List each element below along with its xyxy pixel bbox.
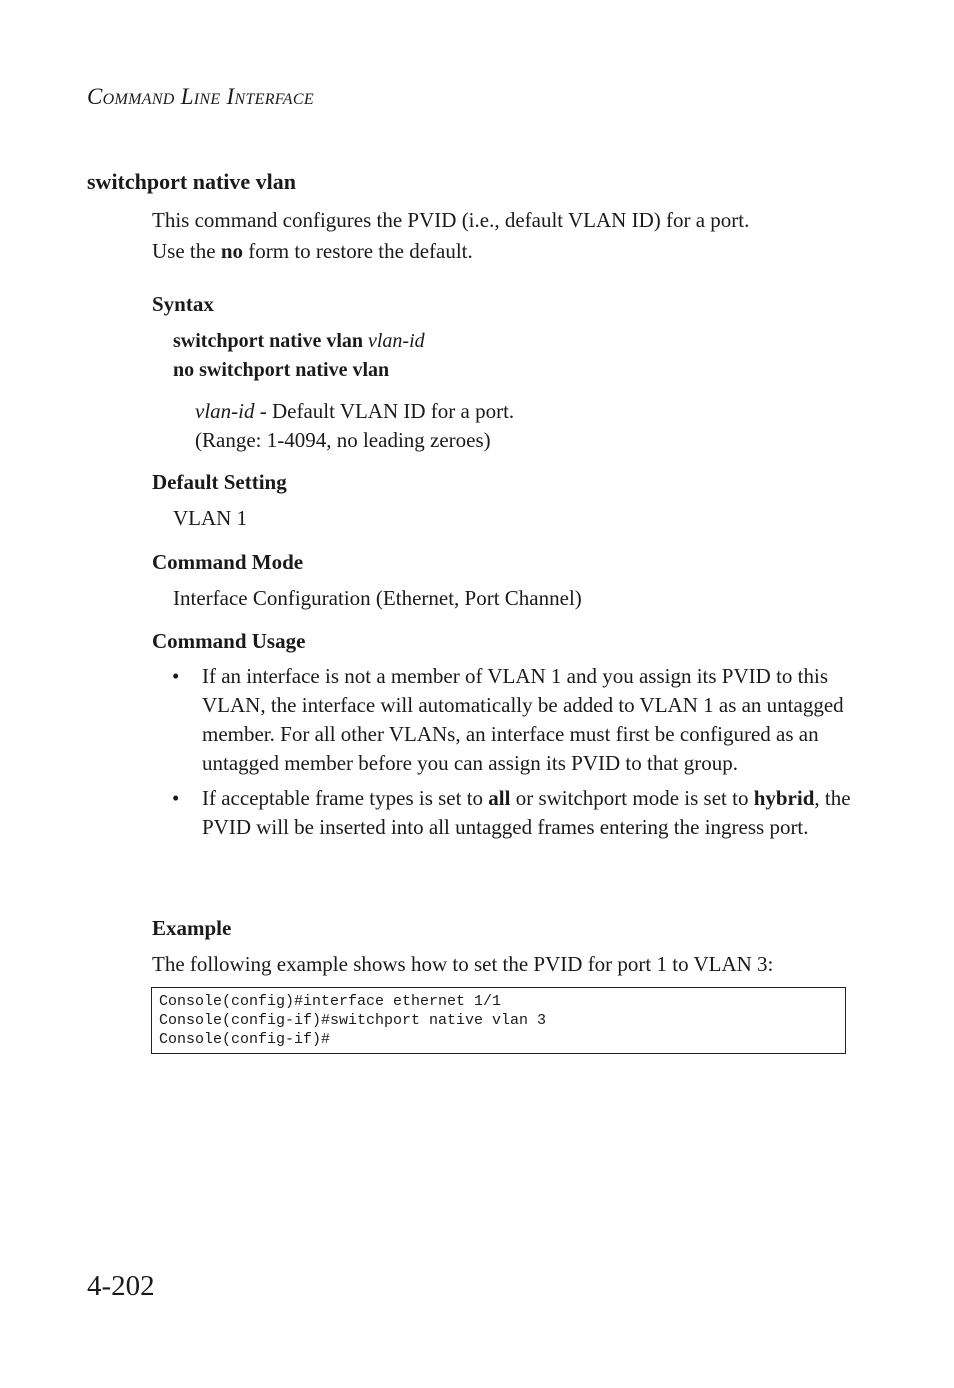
intro-no-keyword: no xyxy=(220,239,244,263)
command-usage-heading: Command Usage xyxy=(152,629,306,653)
list-item xyxy=(172,662,862,778)
syntax-param-description xyxy=(195,397,514,455)
syntax-heading: Syntax xyxy=(152,292,214,316)
syntax-command-1 xyxy=(173,327,425,356)
bullet-text-mid: or switchport mode is set to xyxy=(510,786,754,810)
code-line: Console(config)#interface ethernet 1/1 xyxy=(159,993,502,1010)
syntax-command-1-keywords: switchport native vlan xyxy=(173,330,363,352)
keyword-hybrid: hybrid xyxy=(753,786,815,810)
list-item xyxy=(172,784,862,842)
default-setting-heading: Default Setting xyxy=(152,470,287,494)
intro-line-2-pre: Use the xyxy=(152,239,221,263)
command-title: switchport native vlan xyxy=(87,169,296,194)
page-number: 4-202 xyxy=(87,1270,155,1302)
command-usage-list xyxy=(172,662,862,848)
default-setting-value: VLAN 1 xyxy=(173,506,248,530)
syntax-command-1-param: vlan-id xyxy=(368,330,425,352)
code-line: Console(config-if)#switchport native vlan 3 xyxy=(159,1012,547,1029)
syntax-command-2: no switchport native vlan xyxy=(173,359,390,381)
bullet-text: If an interface is not a member of VLAN 1 and you assign its PVID to this VLAN, the interface will automatically be added to VLAN 1 as an untagged member. For all other VLANs, an interface must first be configured as an untagged member before you can assign its PVID to that group. xyxy=(202,664,844,775)
bullet-marker: • xyxy=(172,664,180,688)
param-name: vlan-id xyxy=(195,399,255,423)
bullet-text-pre: If acceptable frame types is set to xyxy=(202,786,489,810)
bullet-text-post: , the PVID will be inserted into all untagged frames entering the ingress port. xyxy=(202,786,851,839)
param-line xyxy=(195,397,514,426)
example-heading: Example xyxy=(152,916,232,940)
intro-line-1: This command configures the PVID (i.e., default VLAN ID) for a port. xyxy=(152,208,750,232)
command-mode-heading: Command Mode xyxy=(152,550,304,574)
code-example xyxy=(151,987,846,1054)
command-intro xyxy=(152,205,852,267)
bullet-marker: • xyxy=(172,786,180,810)
intro-line-2 xyxy=(152,236,852,267)
keyword-all: all xyxy=(488,786,511,810)
running-head: Command Line Interface xyxy=(87,84,314,109)
intro-line-2-post: form to restore the default. xyxy=(243,239,473,263)
param-desc: - Default VLAN ID for a port. xyxy=(254,399,515,423)
param-range: (Range: 1-4094, no leading zeroes) xyxy=(195,428,491,452)
example-description: The following example shows how to set the PVID for port 1 to VLAN 3: xyxy=(152,952,774,976)
command-mode-value: Interface Configuration (Ethernet, Port Channel) xyxy=(173,586,582,610)
code-line: Console(config-if)# xyxy=(159,1031,331,1048)
